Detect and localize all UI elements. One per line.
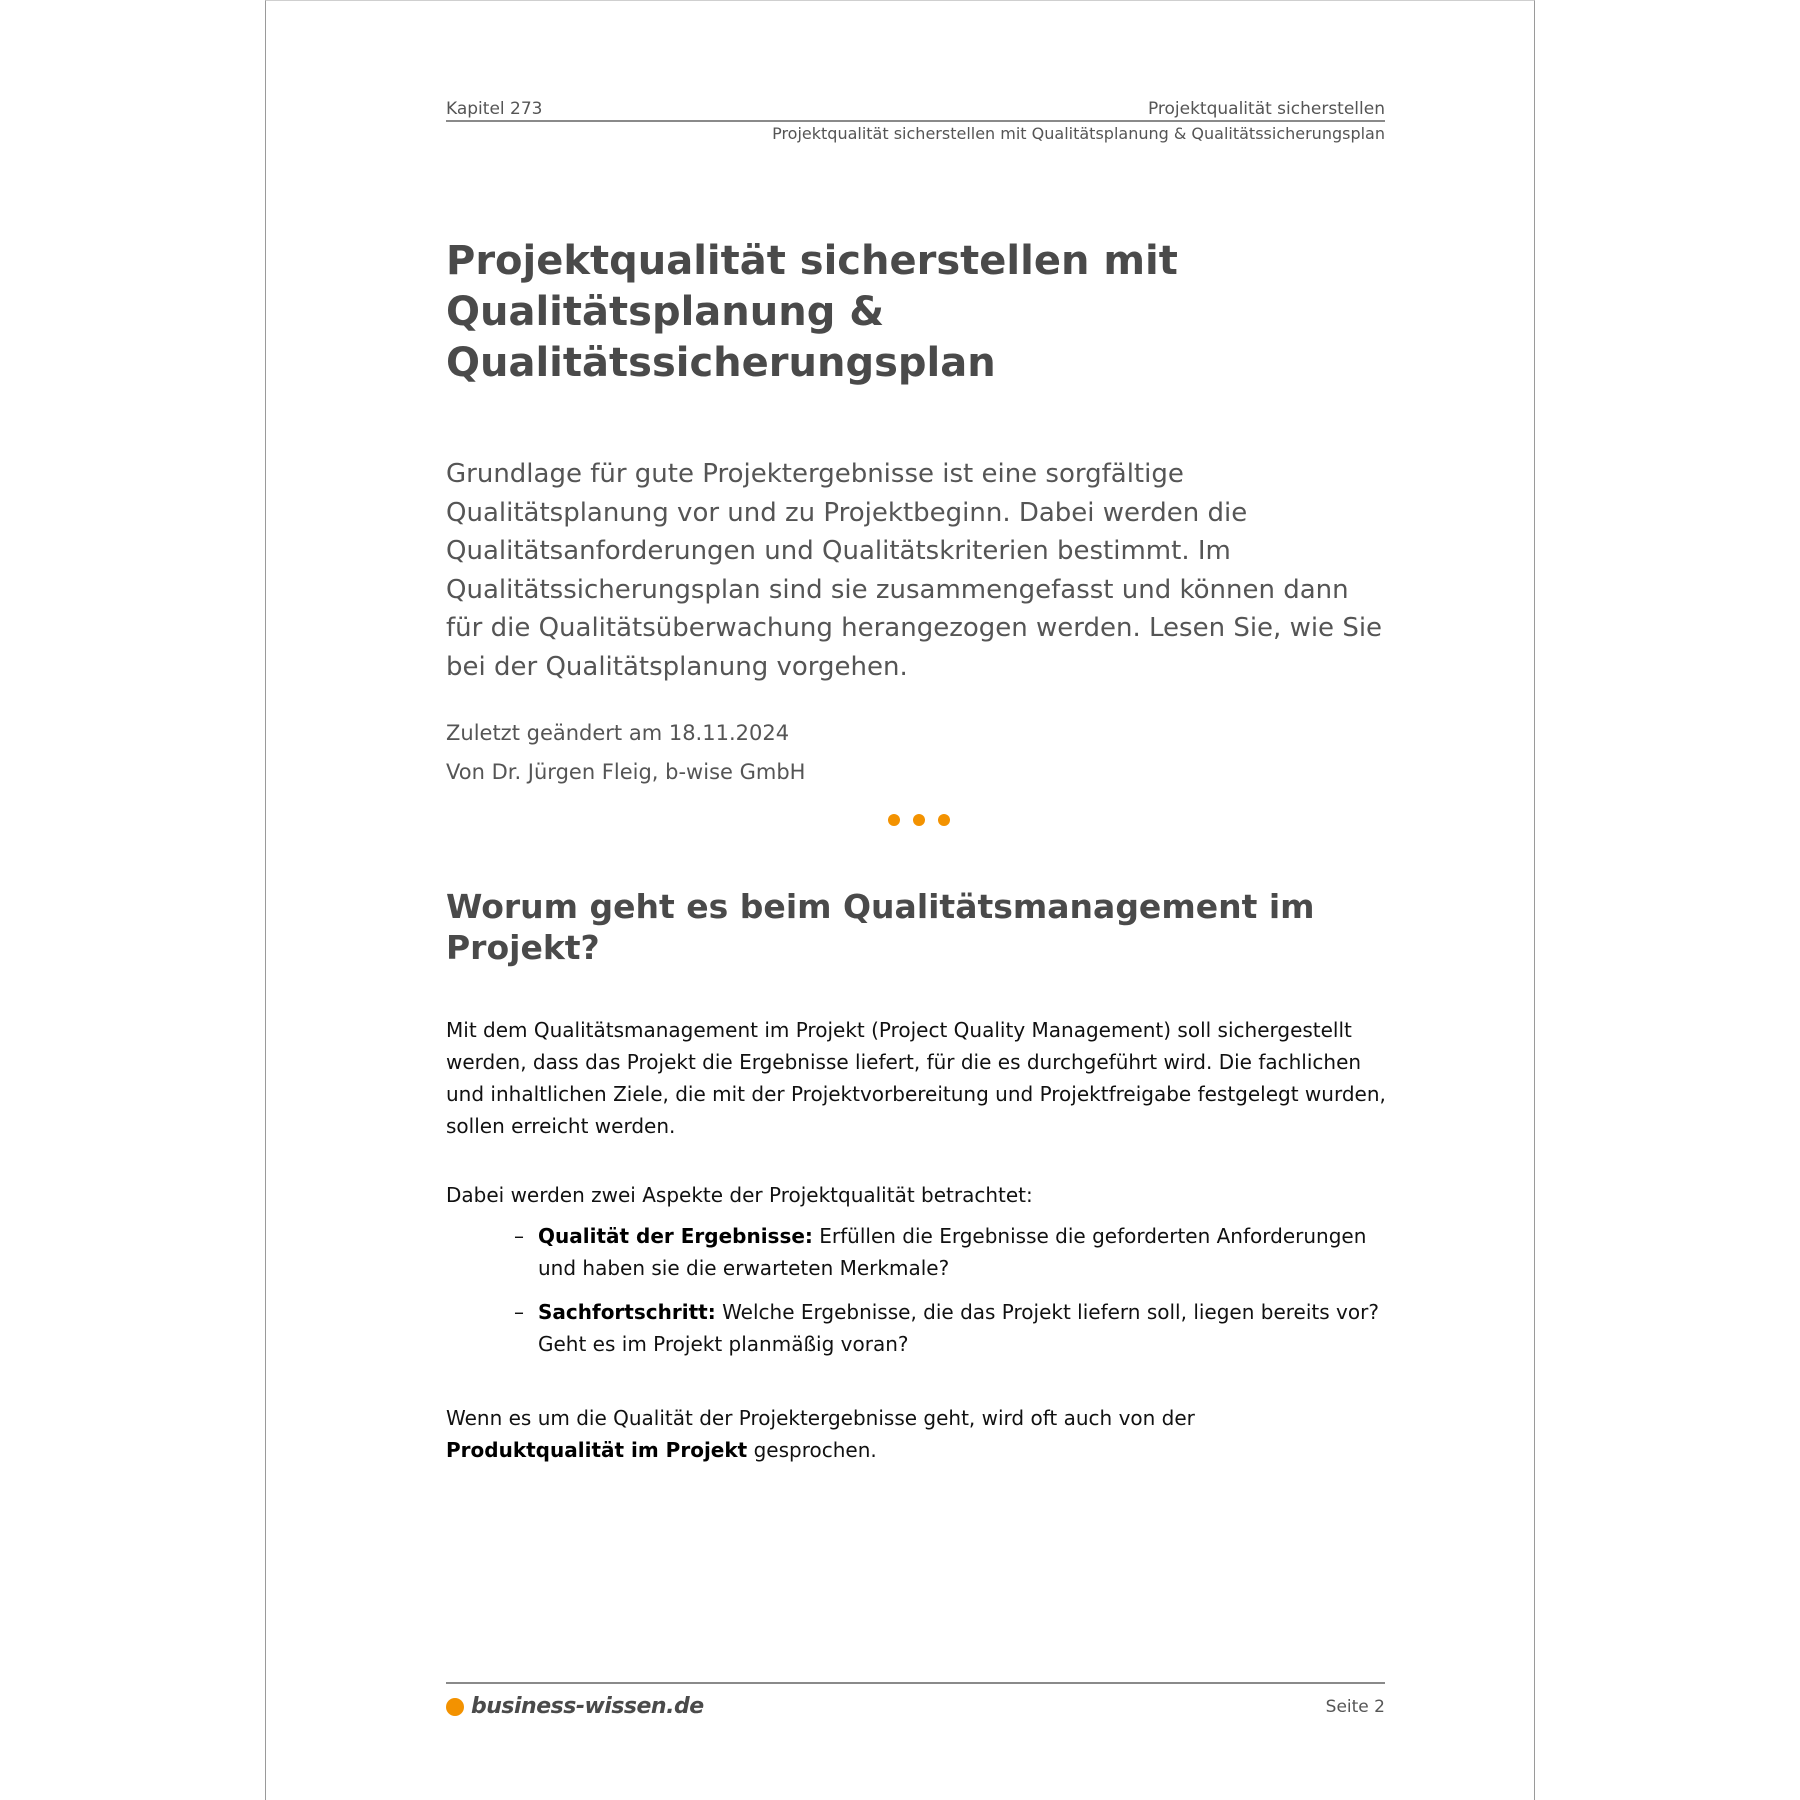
article-content <box>446 236 1391 1466</box>
section-divider-dots <box>446 814 1391 828</box>
article-meta <box>446 714 1391 792</box>
brand-logo <box>446 1694 704 1719</box>
page-footer <box>446 1682 1385 1719</box>
aspect-text: Welche Ergebnisse, die das Projekt liefern soll, liegen bereits vor? Geht es im Projekt planmäßig voran? <box>538 1300 1379 1356</box>
aspect-term: Sachfortschritt: <box>538 1300 716 1324</box>
body-paragraph: Mit dem Qualitätsmanagement im Projekt (Project Quality Management) soll sichergestellt werden, dass das Projekt die Ergebnisse liefert, für die es durchgeführt wird. Die fachlichen und inhaltlichen Ziele, die mit der Projektvorbereitung und Projektfreigabe festgelegt wurden, sollen erreicht werden. <box>446 1018 1386 1138</box>
logo-text: business-wissen.de <box>471 1694 704 1719</box>
page-number: Seite 2 <box>1325 1696 1385 1717</box>
aspects-intro: Dabei werden zwei Aspekte der Projektqualität betrachtet: <box>446 1183 1033 1207</box>
divider-dot <box>913 814 925 826</box>
aspects-list <box>446 1220 1391 1360</box>
last-modified: Zuletzt geändert am 18.11.2024 <box>446 721 790 745</box>
list-item <box>538 1220 1391 1284</box>
list-item <box>538 1296 1391 1360</box>
aspect-text: Erfüllen die Ergebnisse die geforderten Anforderungen und haben sie die erwarteten Merkmale? <box>538 1224 1367 1280</box>
closing-paragraph <box>446 1402 1391 1466</box>
section-body <box>446 1014 1391 1466</box>
header-subtitle: Projektqualität sicherstellen mit Qualitätsplanung & Qualitätssicherungsplan <box>772 124 1385 143</box>
divider-dot <box>888 814 900 826</box>
header-topic: Projektqualität sicherstellen <box>1147 99 1385 119</box>
section-heading: Worum geht es beim Qualitätsmanagement im Projekt? <box>446 887 1315 967</box>
running-header <box>446 98 1385 146</box>
page-title: Projektqualität sicherstellen mit Qualitätsplanung & Qualitätssicherungsplan <box>446 238 1178 386</box>
closing-end: gesprochen. <box>753 1438 877 1462</box>
closing-bold: Produktqualität im Projekt <box>446 1438 748 1462</box>
aspect-term: Qualität der Ergebnisse: <box>538 1224 813 1248</box>
logo-dot-icon <box>446 1698 464 1716</box>
closing-text: Wenn es um die Qualität der Projektergebnisse geht, wird oft auch von der <box>446 1406 1195 1430</box>
author-line: Von Dr. Jürgen Fleig, b-wise GmbH <box>446 760 806 784</box>
lead-paragraph: Grundlage für gute Projektergebnisse ist eine sorgfältige Qualitätsplanung vor und zu Projektbeginn. Dabei werden die Qualitätsanforderungen und Qualitätskriterien bestimmt. Im Qualitätssicherungsplan sind sie zusammengefasst und können dann für die Qualitätsüberwachung herangezogen werden. Lesen Sie, wie Sie bei der Qualitätsplanung vorgehen. <box>446 459 1383 682</box>
divider-dot <box>938 814 950 826</box>
footer-rule <box>446 1682 1385 1684</box>
chapter-label: Kapitel 273 <box>446 99 543 119</box>
